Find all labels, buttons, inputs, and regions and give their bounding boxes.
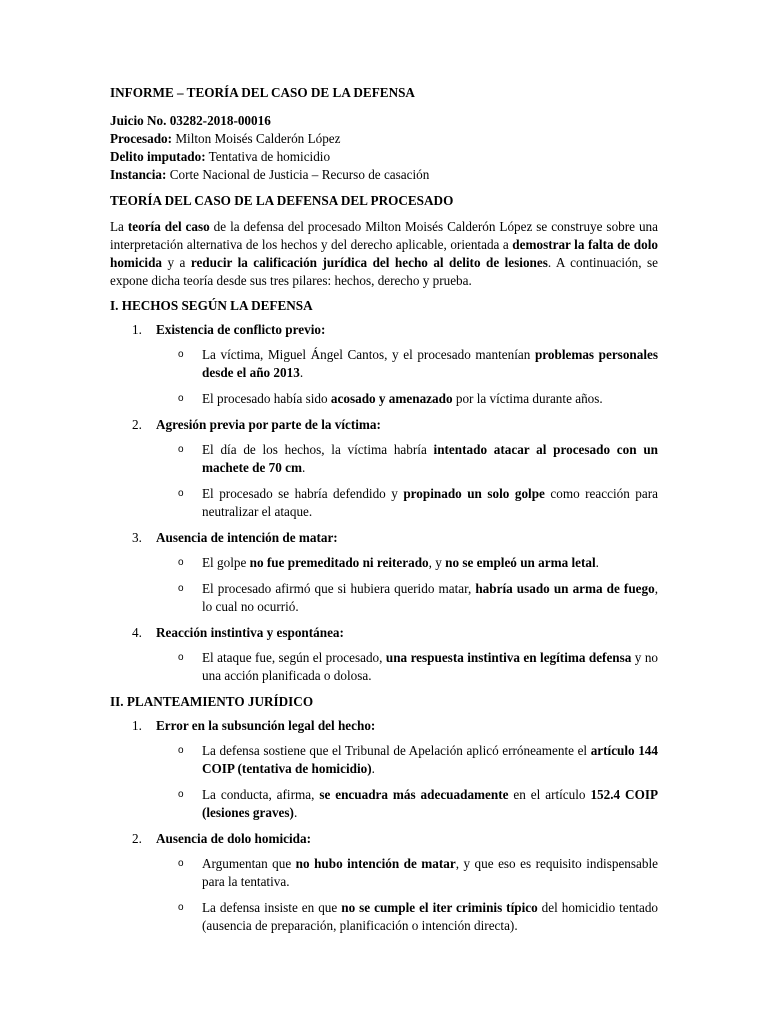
bullet-item (110, 899, 658, 935)
bullet-list (110, 649, 658, 685)
text-run: del homicidio tentado (ausencia de preparación, planificación o intención directa). (202, 900, 659, 933)
item-number: 3. (132, 530, 142, 545)
meta-label: Instancia: (110, 167, 167, 182)
text-run: . (371, 761, 375, 776)
bullet-marker: o (178, 488, 184, 499)
bullet-item (110, 855, 658, 891)
bullet-item (110, 742, 658, 778)
bullet-item (110, 441, 658, 477)
bold-text: no hubo intención de matar (295, 856, 456, 871)
text-run: . (299, 365, 304, 380)
document-body (110, 297, 658, 935)
bullet-item (110, 485, 658, 521)
bullet-marker: o (178, 745, 184, 756)
text-run: La conducta, afirma, (202, 787, 320, 802)
item-heading (110, 830, 658, 848)
section-subtitle: TEORÍA DEL CASO DE LA DEFENSA DEL PROCESADO (110, 193, 454, 208)
text-run: La (110, 219, 128, 234)
item-number: 2. (132, 417, 142, 432)
item-title: Agresión previa por parte de la víctima: (156, 417, 381, 432)
text-run: y no una acción planificada o dolosa. (202, 650, 659, 683)
list-item (110, 321, 658, 408)
report-title: INFORME – TEORÍA DEL CASO DE LA DEFENSA (110, 85, 415, 100)
intro-paragraph (110, 218, 658, 290)
bold-text: no se cumple el iter criminis típico (341, 900, 538, 915)
section-heading: I. HECHOS SEGÚN LA DEFENSA (110, 298, 313, 313)
item-heading (110, 529, 658, 547)
list-item (110, 416, 658, 521)
text-run: El ataque fue, según el procesado, (202, 650, 386, 665)
bold-text: reducir la calificación jurídica del hecho al delito de lesiones (190, 255, 548, 270)
bold-text: no fue premeditado ni reiterado (249, 555, 429, 570)
list-item (110, 624, 658, 685)
bold-text: teoría del caso (127, 219, 210, 234)
meta-line (110, 166, 658, 184)
item-title: Ausencia de intención de matar: (156, 530, 338, 545)
item-heading (110, 321, 658, 339)
bold-text: 152.4 COIP (lesiones graves) (202, 787, 659, 820)
item-title: Ausencia de dolo homicida: (156, 831, 311, 846)
bullet-marker: o (178, 557, 184, 568)
bold-text: se encuadra más adecuadamente (319, 787, 509, 802)
text-run: La defensa insiste en que (202, 900, 342, 915)
bullet-marker: o (178, 858, 184, 869)
bullet-item (110, 786, 658, 822)
text-run: . (301, 460, 306, 475)
item-title: Reacción instintiva y espontánea: (156, 625, 344, 640)
meta-value: Milton Moisés Calderón López (172, 131, 341, 146)
bold-text: habría usado un arma de fuego (475, 581, 655, 596)
bullet-marker: o (178, 349, 184, 360)
section-heading: II. PLANTEAMIENTO JURÍDICO (110, 694, 314, 709)
bullet-list (110, 742, 658, 822)
bullet-marker: o (178, 902, 184, 913)
bullet-list (110, 554, 658, 616)
meta-value: Corte Nacional de Justicia – Recurso de casación (166, 167, 430, 182)
text-run: Argumentan que (202, 856, 296, 871)
text-run: como reacción para neutralizar el ataque. (202, 486, 658, 519)
meta-value: Tentativa de homicidio (205, 149, 331, 164)
bullet-item (110, 390, 658, 408)
bullet-item (110, 554, 658, 572)
item-heading (110, 416, 658, 434)
meta-line (110, 148, 658, 166)
item-number: 2. (132, 831, 142, 846)
item-number: 4. (132, 625, 142, 640)
text-run: de la defensa del procesado Milton Moisés Calderón López se construye sobre una interpretación alternativa de los hechos y del derecho aplicable, orientada a (110, 219, 658, 252)
item-title: Error en la subsunción legal del hecho: (156, 718, 376, 733)
bold-text: intentado atacar al procesado con un machete de 70 cm (202, 442, 658, 475)
text-run: , y (428, 555, 446, 570)
text-run: . A continuación, se expone dicha teoría desde sus tres pilares: hechos, derecho y prueba. (110, 255, 658, 288)
bullet-item (110, 346, 658, 382)
case-metadata (110, 112, 658, 184)
bullet-item (110, 649, 658, 685)
bold-text: una respuesta instintiva en legítima defensa (385, 650, 632, 665)
bullet-list (110, 441, 658, 521)
bullet-marker: o (178, 789, 184, 800)
meta-line (110, 130, 658, 148)
meta-label: Delito imputado: (110, 149, 206, 164)
bullet-marker: o (178, 652, 184, 663)
text-run: El golpe (202, 555, 250, 570)
text-run: La víctima, Miguel Ángel Cantos, y el procesado mantenían (202, 347, 535, 362)
bullet-list (110, 346, 658, 408)
item-title: Existencia de conflicto previo: (156, 322, 326, 337)
list-item (110, 529, 658, 616)
numbered-list (110, 321, 658, 685)
bullet-list (110, 855, 658, 935)
text-run: y a (162, 255, 191, 270)
text-run: por la víctima durante años. (452, 391, 603, 406)
item-heading (110, 717, 658, 735)
text-run: , y que eso es requisito indispensable para la tentativa. (202, 856, 658, 889)
bullet-marker: o (178, 583, 184, 594)
item-heading (110, 624, 658, 642)
text-run: La defensa sostiene que el Tribunal de Apelación aplicó erróneamente el (202, 743, 591, 758)
text-run: en el artículo (508, 787, 591, 802)
bold-text: problemas personales desde el año 2013 (202, 347, 658, 380)
meta-label: Procesado: (110, 131, 173, 146)
bold-text: artículo 144 COIP (tentativa de homicidio) (202, 743, 658, 776)
numbered-list (110, 717, 658, 935)
bold-text: demostrar la falta de dolo homicida (110, 237, 658, 270)
text-run: El procesado afirmó que si hubiera querido matar, (202, 581, 476, 596)
text-run: . (595, 555, 599, 570)
text-run: El día de los hechos, la víctima habría (202, 442, 434, 457)
bold-text: no se empleó un arma letal (445, 555, 596, 570)
bold-text: propinado un solo golpe (403, 486, 545, 501)
text-run: . (293, 805, 298, 820)
item-number: 1. (132, 322, 142, 337)
text-run: El procesado se habría defendido y (202, 486, 404, 501)
bullet-item (110, 580, 658, 616)
item-number: 1. (132, 718, 142, 733)
meta-line (110, 112, 658, 130)
list-item (110, 830, 658, 935)
meta-label: Juicio No. 03282-2018-00016 (110, 113, 271, 128)
list-item (110, 717, 658, 822)
bullet-marker: o (178, 393, 184, 404)
text-run: El procesado había sido (202, 391, 331, 406)
bold-text: acosado y amenazado (330, 391, 453, 406)
text-run: , lo cual no ocurrió. (202, 581, 658, 614)
bullet-marker: o (178, 444, 184, 455)
